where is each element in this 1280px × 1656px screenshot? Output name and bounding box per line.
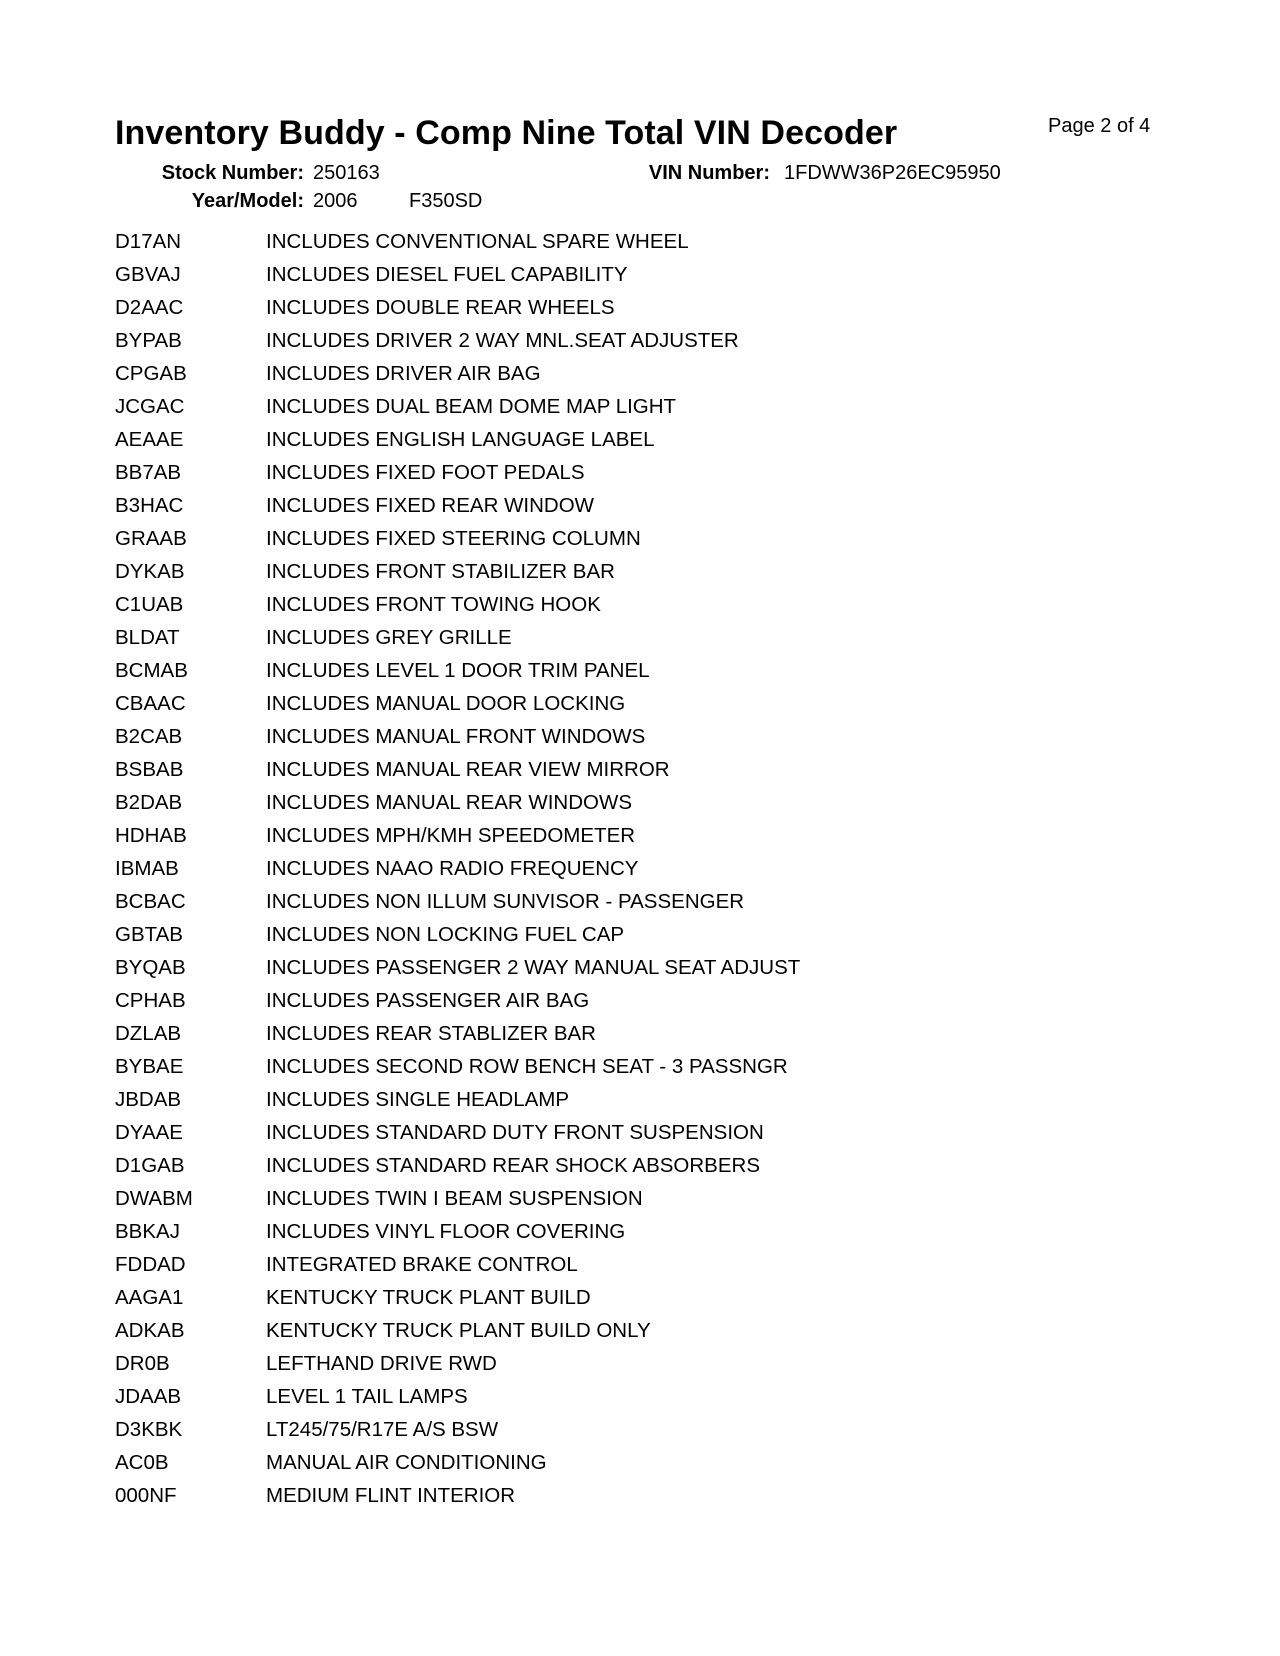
list-item (115, 758, 1215, 791)
vin-number-label: VIN Number: (648, 162, 770, 184)
option-description: INCLUDES CONVENTIONAL SPARE WHEEL (266, 230, 689, 253)
option-description: LEVEL 1 TAIL LAMPS (266, 1385, 468, 1408)
option-code: DYAAE (115, 1121, 183, 1144)
option-code: AEAAE (115, 428, 184, 451)
list-item (115, 626, 1215, 659)
list-item (115, 659, 1215, 692)
option-description: INCLUDES FIXED STEERING COLUMN (266, 527, 641, 550)
year-value: 2006 (313, 190, 358, 212)
option-description: INCLUDES FRONT TOWING HOOK (266, 593, 601, 616)
list-item (115, 230, 1215, 263)
stock-number-field (154, 162, 380, 185)
option-code: D1GAB (115, 1154, 185, 1177)
list-item (115, 725, 1215, 758)
option-code: C1UAB (115, 593, 184, 616)
option-description: INCLUDES MANUAL REAR VIEW MIRROR (266, 758, 670, 781)
list-item (115, 1286, 1215, 1319)
option-code: D2AAC (115, 296, 184, 319)
option-code: JCGAC (115, 395, 185, 418)
list-item (115, 1253, 1215, 1286)
option-code: JBDAB (115, 1088, 182, 1111)
option-description: INCLUDES SECOND ROW BENCH SEAT - 3 PASSNGR (266, 1055, 788, 1078)
option-description: INCLUDES NAAO RADIO FREQUENCY (266, 857, 639, 880)
model-value: F350SD (409, 190, 483, 212)
list-item (115, 1088, 1215, 1121)
option-code: BBKAJ (115, 1220, 180, 1243)
list-item (115, 1220, 1215, 1253)
year-model-label: Year/Model: (191, 190, 304, 212)
option-code: B2CAB (115, 725, 183, 748)
option-code: BCMAB (115, 659, 188, 682)
list-item (115, 1187, 1215, 1220)
list-item (115, 1022, 1215, 1055)
option-description: INCLUDES PASSENGER 2 WAY MANUAL SEAT ADJUST (266, 956, 801, 979)
option-description: INCLUDES NON LOCKING FUEL CAP (266, 923, 625, 946)
option-description: INCLUDES TWIN I BEAM SUSPENSION (266, 1187, 643, 1210)
option-description: INCLUDES DIESEL FUEL CAPABILITY (266, 263, 628, 286)
option-description: INCLUDES FIXED FOOT PEDALS (266, 461, 585, 484)
option-description: INCLUDES GREY GRILLE (266, 626, 512, 649)
option-description: INCLUDES REAR STABLIZER BAR (266, 1022, 596, 1045)
option-code: B2DAB (115, 791, 183, 814)
vin-number-value: 1FDWW36P26EC95950 (784, 162, 1001, 184)
option-code: B3HAC (115, 494, 184, 517)
list-item (115, 560, 1215, 593)
list-item (115, 1484, 1215, 1517)
list-item (115, 296, 1215, 329)
list-item (115, 263, 1215, 296)
option-description: INCLUDES DOUBLE REAR WHEELS (266, 296, 615, 319)
page-title: Inventory Buddy - Comp Nine Total VIN Decoder (115, 114, 898, 152)
option-code: ADKAB (115, 1319, 185, 1342)
option-description: KENTUCKY TRUCK PLANT BUILD ONLY (266, 1319, 651, 1342)
option-code: HDHAB (115, 824, 187, 847)
stock-number-value: 250163 (313, 162, 380, 184)
option-code: DYKAB (115, 560, 185, 583)
list-item (115, 494, 1215, 527)
option-code: DR0B (115, 1352, 170, 1375)
option-code: IBMAB (115, 857, 179, 880)
list-item (115, 890, 1215, 923)
list-item (115, 1154, 1215, 1187)
list-item (115, 1055, 1215, 1088)
option-description: INCLUDES STANDARD DUTY FRONT SUSPENSION (266, 1121, 764, 1144)
vin-number-field (648, 162, 1001, 185)
option-description: INCLUDES STANDARD REAR SHOCK ABSORBERS (266, 1154, 761, 1177)
list-item (115, 923, 1215, 956)
option-description: INCLUDES MANUAL DOOR LOCKING (266, 692, 626, 715)
stock-number-label: Stock Number: (161, 162, 304, 184)
list-item (115, 428, 1215, 461)
option-description: INCLUDES ENGLISH LANGUAGE LABEL (266, 428, 655, 451)
list-item (115, 461, 1215, 494)
option-description: INCLUDES DUAL BEAM DOME MAP LIGHT (266, 395, 677, 418)
option-description: INCLUDES DRIVER 2 WAY MNL.SEAT ADJUSTER (266, 329, 739, 352)
option-description: MANUAL AIR CONDITIONING (266, 1451, 547, 1474)
list-item (115, 329, 1215, 362)
list-item (115, 824, 1215, 857)
option-code: GRAAB (115, 527, 187, 550)
option-description: MEDIUM FLINT INTERIOR (266, 1484, 516, 1507)
option-code: AC0B (115, 1451, 169, 1474)
option-code: DWABM (115, 1187, 193, 1210)
option-description: INCLUDES MANUAL REAR WINDOWS (266, 791, 632, 814)
list-item (115, 1418, 1215, 1451)
option-description: INTEGRATED BRAKE CONTROL (266, 1253, 578, 1276)
option-description: KENTUCKY TRUCK PLANT BUILD (266, 1286, 591, 1309)
list-item (115, 1121, 1215, 1154)
list-item (115, 956, 1215, 989)
option-code: GBVAJ (115, 263, 181, 286)
option-code: DZLAB (115, 1022, 182, 1045)
option-code: BCBAC (115, 890, 186, 913)
option-description: INCLUDES DRIVER AIR BAG (266, 362, 541, 385)
option-description: INCLUDES NON ILLUM SUNVISOR - PASSENGER (266, 890, 745, 913)
option-code: BSBAB (115, 758, 184, 781)
option-description: INCLUDES MANUAL FRONT WINDOWS (266, 725, 646, 748)
option-code: FDDAD (115, 1253, 186, 1276)
option-code: BYQAB (115, 956, 186, 979)
option-code: GBTAB (115, 923, 183, 946)
option-description: INCLUDES VINYL FLOOR COVERING (266, 1220, 626, 1243)
option-code: CPHAB (115, 989, 186, 1012)
option-code: JDAAB (115, 1385, 182, 1408)
list-item (115, 362, 1215, 395)
list-item (115, 1319, 1215, 1352)
option-description: INCLUDES FRONT STABILIZER BAR (266, 560, 615, 583)
list-item (115, 1451, 1215, 1484)
list-item (115, 857, 1215, 890)
option-code: BYBAE (115, 1055, 184, 1078)
option-code: CPGAB (115, 362, 187, 385)
list-item (115, 989, 1215, 1022)
year-model-field (154, 190, 482, 213)
list-item (115, 1352, 1215, 1385)
option-code: CBAAC (115, 692, 186, 715)
list-item (115, 791, 1215, 824)
list-item (115, 692, 1215, 725)
option-description: INCLUDES FIXED REAR WINDOW (266, 494, 595, 517)
list-item (115, 527, 1215, 560)
option-description: INCLUDES PASSENGER AIR BAG (266, 989, 590, 1012)
option-code: D3KBK (115, 1418, 183, 1441)
page-number: Page 2 of 4 (1048, 115, 1151, 137)
list-item (115, 593, 1215, 626)
option-code: BLDAT (115, 626, 180, 649)
option-code: AAGA1 (115, 1286, 184, 1309)
option-description: INCLUDES MPH/KMH SPEEDOMETER (266, 824, 636, 847)
option-code: BB7AB (115, 461, 182, 484)
option-description: LEFTHAND DRIVE RWD (266, 1352, 497, 1375)
option-description: LT245/75/R17E A/S BSW (266, 1418, 499, 1441)
option-description: INCLUDES SINGLE HEADLAMP (266, 1088, 570, 1111)
option-code: 000NF (115, 1484, 177, 1507)
option-description: INCLUDES LEVEL 1 DOOR TRIM PANEL (266, 659, 650, 682)
list-item (115, 1385, 1215, 1418)
option-code: BYPAB (115, 329, 182, 352)
option-code: D17AN (115, 230, 182, 253)
list-item (115, 395, 1215, 428)
option-code-list (115, 230, 1215, 1517)
